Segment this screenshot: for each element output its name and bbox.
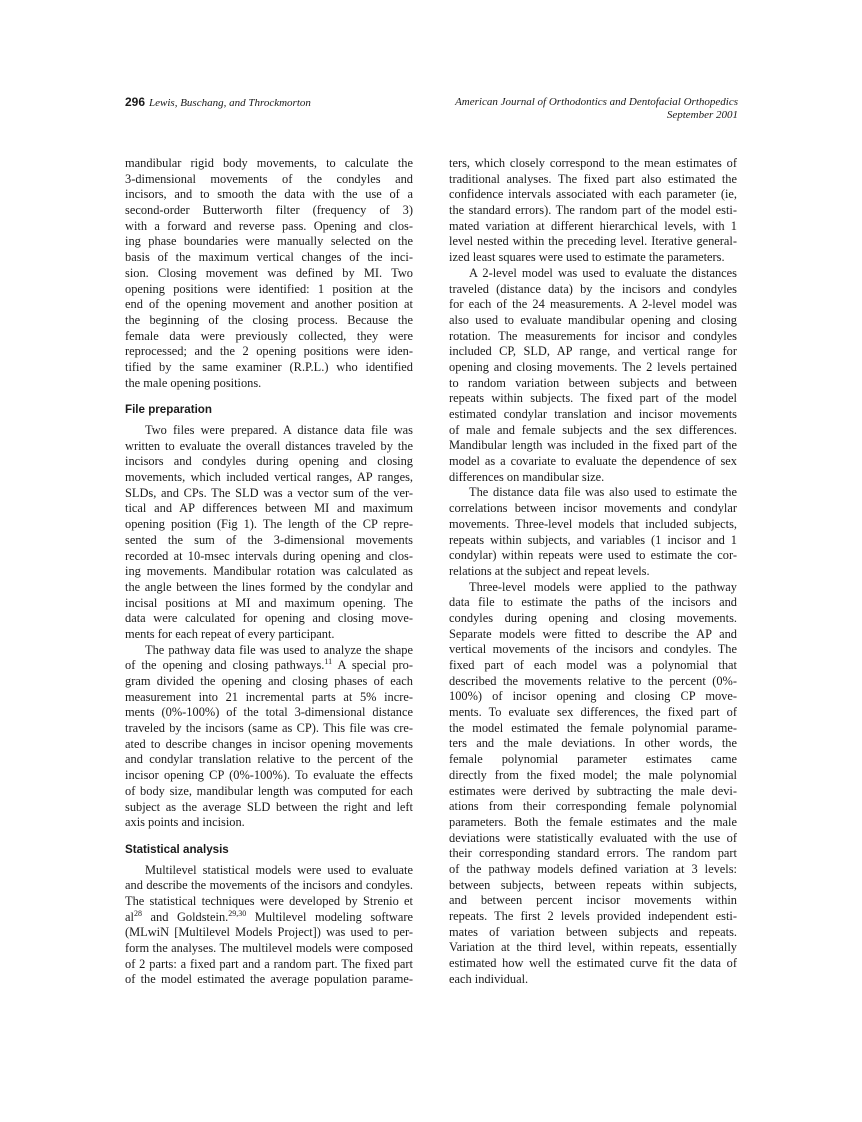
- text-line: $al^{28}$ and Goldstein.$^{29,30}$ Multilevel modeling software: [125, 908, 413, 924]
- text-line: repeats within subjects, and variables (1 incisor and 1: [449, 532, 737, 547]
- text-line: condyles during opening and closing movements.: [449, 610, 737, 625]
- text-line: ing movements. Mandibular rotation was calculated as: [125, 564, 413, 579]
- text-line: opening position (Fig 1). The length of the CP repre-: [125, 517, 413, 532]
- text-line: rotation. The measurements for incisor and condyles: [449, 328, 737, 343]
- text-line: incisor opening CP (0%-100%). To evaluate the effects: [125, 768, 413, 783]
- text-line: recorded at 10-msec intervals during opening and clos-: [125, 548, 413, 563]
- text-line: Variation at the third level, within repeats, essentially: [449, 940, 737, 955]
- text-line: level nested within the preceding level. Iterative general-: [449, 234, 737, 249]
- citation-superscript: 29,30: [228, 908, 247, 918]
- text-line: of body size, mandibular length was computed for each: [125, 783, 413, 798]
- text-line: model as a covariate to evaluate the dependence of sex: [449, 454, 737, 469]
- text-line: deviations were statistically evaluated with the use of: [449, 830, 737, 845]
- text-line: subject as the average SLD between the right and left: [125, 799, 413, 814]
- text-line: second-order Butterworth filter (frequency of 3): [125, 203, 413, 218]
- text-line: mated variation at different hierarchical levels, with 1: [449, 218, 737, 233]
- text-line: of 2 parts: a fixed part and a random part. The fixed part: [125, 956, 413, 971]
- text-line: and between percent incisor movements within: [449, 893, 737, 908]
- text-line: mates of variation between subjects and repeats.: [449, 924, 737, 939]
- text-line: 3-dimensional movements of the condyles and: [125, 171, 413, 186]
- text-line: of the opening and closing pathways.$^{11}$ A special pro-: [125, 657, 413, 673]
- text-line: reprocessed; and the 2 opening positions were iden-: [125, 344, 413, 359]
- text-line: Multilevel statistical models were used to evaluate: [145, 862, 413, 877]
- text-line: incisal positions at MI and maximum opening. The: [125, 595, 413, 610]
- text-line: end of the opening movement and another position at: [125, 297, 413, 312]
- text-line: traveled by the incisors (same as CP). This file was cre-: [125, 721, 413, 736]
- text-line: (MLwiN [Multilevel Models Project]) was used to per-: [125, 925, 413, 940]
- paragraph: [449, 580, 737, 988]
- text-line: the beginning of the closing process. Because the: [125, 312, 413, 327]
- text-line: axis points and incision.: [125, 815, 245, 830]
- text-line: opening and closing movements. The 2 levels pertained: [449, 359, 737, 374]
- text-line: form the analyses. The multilevel models were composed: [125, 941, 413, 955]
- text-line: with a forward and reverse pass. Opening and clos-: [125, 218, 413, 233]
- text-line: female data were previously collected, they were: [125, 328, 413, 343]
- text-line: gram divided the opening and closing phases of each: [125, 674, 413, 688]
- text-line: The statistical techniques were developed by Strenio et: [125, 893, 413, 908]
- paragraph: [125, 423, 413, 643]
- text-line: relations at the subject and repeat levels.: [449, 563, 650, 578]
- paragraph: [449, 485, 737, 579]
- text-line: movements. Three-level models that included subjects,: [449, 516, 737, 531]
- paragraph: [125, 643, 413, 831]
- text-line: also used to evaluate mandibular opening and closing: [449, 312, 737, 327]
- text-line: data were calculated for opening and closing move-: [125, 611, 413, 626]
- text-line: and describe the movements of the incisors and condyles.: [125, 878, 413, 893]
- text-line: tical and AP differences between MI and maximum: [125, 501, 413, 516]
- text-line: parameters. Both the female estimates and the male: [449, 814, 737, 829]
- text-line: the standard errors). The random part of the model esti-: [449, 203, 737, 218]
- text-line: of the pathway models defined variation at 3 levels:: [449, 861, 737, 876]
- text-line: mandibular rigid body movements, to calculate the: [125, 156, 413, 170]
- text-line: Mandibular length was included in the fixed part of the: [449, 438, 737, 453]
- paragraph: [125, 863, 413, 989]
- text-line: 100%) of incisor opening and closing CP move-: [449, 689, 737, 704]
- issue-date: September 2001: [666, 109, 738, 121]
- text-line: to random variation between subjects and between: [449, 375, 737, 390]
- text-line: traditional analyses. The fixed part also estimated the: [449, 171, 737, 186]
- text-line: the model estimated the female polynomial parame-: [449, 720, 737, 735]
- text-line: incisors and condyles during opening and closing: [125, 454, 413, 469]
- text-line: included CP, SLD, AP range, and vertical range for: [449, 344, 737, 359]
- text-line: movements, which included vertical ranges, AP ranges,: [125, 470, 413, 485]
- text-line: estimates were derived by subtracting the male devi-: [449, 783, 737, 798]
- text-line: SLDs, and CPs. The SLD was a vector sum of the ver-: [125, 485, 413, 500]
- text-line: fixed part of each model was a polynomial that: [449, 658, 737, 672]
- text-line: The distance data file was also used to estimate the: [469, 485, 737, 500]
- citation-superscript: 28: [133, 908, 142, 918]
- section-heading: File preparation: [125, 403, 212, 417]
- text-line: ated to describe changes in incisor opening movements: [125, 736, 413, 751]
- text-line: the angle between the lines formed by the condylar and: [125, 579, 413, 594]
- text-line: each individual.: [449, 971, 529, 986]
- text-line: ters and the male deviations. In other words, the: [449, 736, 737, 751]
- text-line: ments (0%-100%) of the total 3-dimensional distance: [125, 705, 413, 720]
- text-line: ing phase boundaries were manually selected on the: [125, 234, 413, 249]
- text-line: measurement into 21 incremental parts at 5% incre-: [125, 689, 413, 704]
- text-line: basis of the maximum vertical changes of the inci-: [125, 250, 413, 265]
- running-header-right: [455, 96, 738, 122]
- text-line: traveled (distance data) by the incisors and condyles: [449, 281, 737, 296]
- text-line: of male and female subjects and the sex differences.: [449, 422, 737, 437]
- text-line: correlations between incisor movements and condylar: [449, 501, 737, 516]
- text-line: and condylar translation relative to the percent of the: [125, 752, 413, 767]
- page-number: 296: [125, 95, 146, 109]
- text-line: differences on mandibular size.: [449, 469, 605, 484]
- text-line: opening positions were identified: 1 position at the: [125, 281, 413, 296]
- text-line: sented the sum of the 3-dimensional movements: [125, 532, 413, 547]
- text-line: described the movements relative to the percent (0%-: [449, 673, 737, 688]
- text-line: ments for each repeat of every participant.: [125, 626, 335, 641]
- text-line: female polynomial parameter estimates came: [449, 752, 737, 767]
- text-line: condylar) within repeats were used to estimate the cor-: [449, 548, 737, 563]
- text-line: Three-level models were applied to the pathway: [469, 579, 737, 594]
- text-line: written to evaluate the overall distances traveled by the: [125, 438, 413, 453]
- running-header-left: [125, 96, 311, 110]
- text-line: A 2-level model was used to evaluate the distances: [469, 265, 737, 280]
- text-line: estimated condylar translation and incisor movements: [449, 407, 737, 421]
- authors: Lewis, Buschang, and Throckmorton: [149, 97, 311, 109]
- text-line: Separate models were fitted to describe the AP and: [449, 626, 737, 641]
- text-line: repeats. The first 2 levels provided independent esti-: [449, 909, 737, 923]
- right-column: [449, 156, 737, 987]
- text-line: for each of the 24 measurements. A 2-level model was: [449, 297, 737, 312]
- text-line: confidence intervals associated with each parameter (ie,: [449, 187, 737, 202]
- section-heading: Statistical analysis: [125, 842, 229, 856]
- text-line: The pathway data file was used to analyze the shape: [145, 642, 413, 657]
- text-line: incisors, and to smooth the data with the use of a: [125, 187, 413, 202]
- text-line: the male opening positions.: [125, 375, 262, 390]
- text-line: between subjects, between repeats within subjects,: [449, 877, 737, 892]
- paragraph: [125, 156, 413, 391]
- text-line: ters, which closely correspond to the mean estimates of: [449, 156, 737, 170]
- text-line: repeats within subjects. The fixed part of the model: [449, 391, 737, 406]
- text-line: directly from the fixed model; the male polynomial: [449, 767, 737, 782]
- text-line: of the model estimated the average population parame-: [125, 972, 413, 987]
- left-column: [125, 156, 413, 988]
- text-line: ments. To evaluate sex differences, the fixed part of: [449, 705, 737, 720]
- journal-title: American Journal of Orthodontics and Dentofacial Orthopedics: [455, 96, 738, 108]
- paragraph: [449, 156, 737, 266]
- text-line: Two files were prepared. A distance data file was: [145, 423, 413, 437]
- text-line: tified by the same examiner (R.P.L.) who identified: [125, 359, 413, 374]
- text-line: estimated how well the estimated curve fit the data of: [449, 956, 737, 971]
- text-line: sion. Closing movement was defined by MI. Two: [125, 265, 413, 280]
- paragraph: [449, 266, 737, 486]
- text-line: ized least squares were used to estimate the parameters.: [449, 250, 725, 265]
- text-line: ations from their corresponding female polynomial: [449, 799, 737, 814]
- text-line: vertical movements of the incisors and condyles. The: [449, 642, 737, 657]
- citation-superscript: 11: [324, 657, 333, 667]
- text-line: data file to estimate the paths of the incisors and: [449, 595, 737, 610]
- text-line: their corresponding standard errors. The random part: [449, 846, 737, 861]
